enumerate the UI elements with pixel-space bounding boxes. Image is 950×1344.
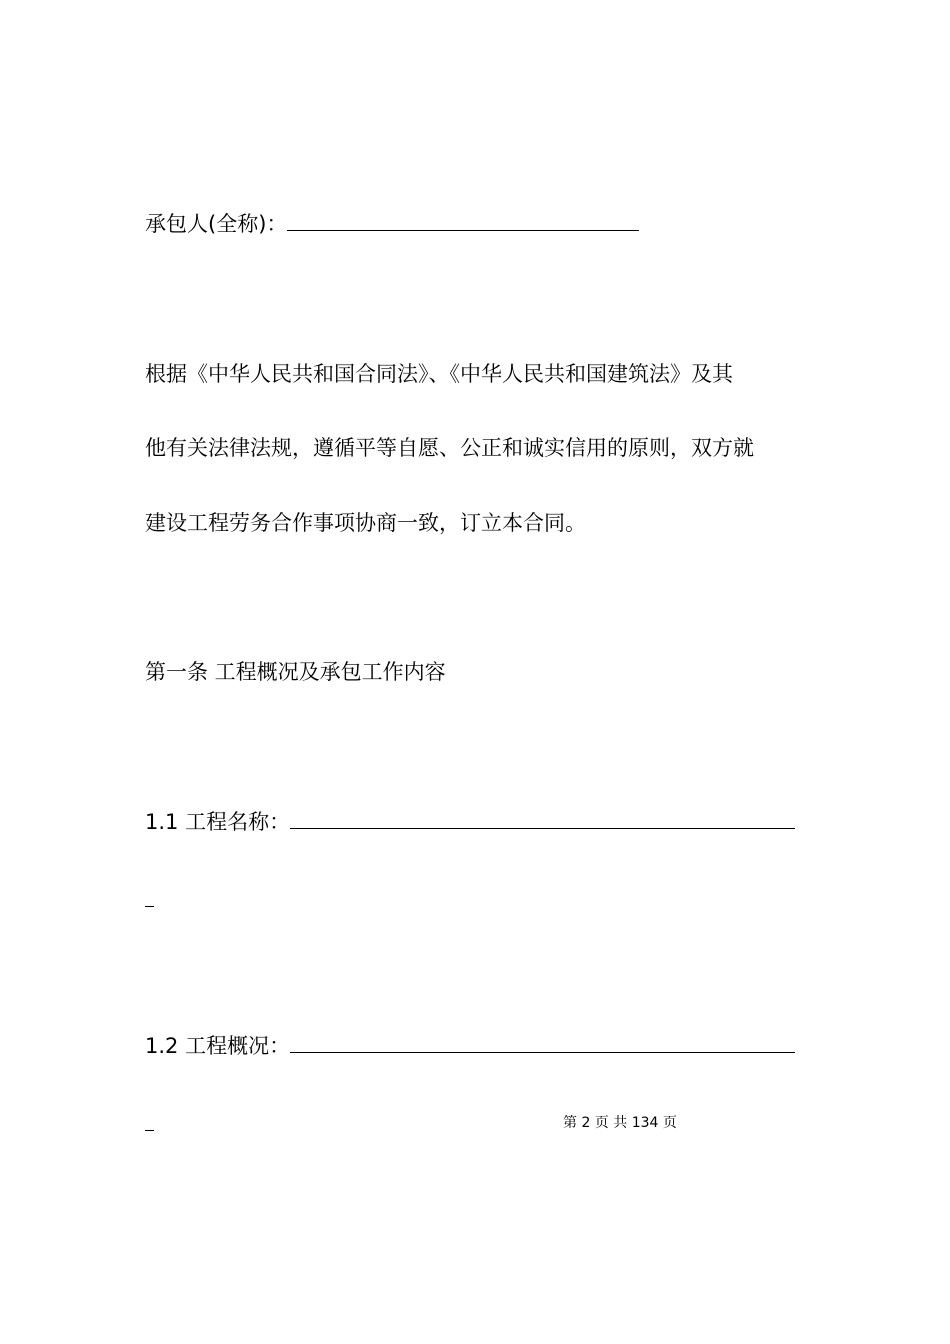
project-overview-blank-continuation <box>145 1130 154 1131</box>
page-number: 第 2 页 共 134 页 <box>563 1115 677 1131</box>
project-name-field <box>145 807 795 837</box>
project-name-blank[interactable] <box>290 808 795 829</box>
project-name-blank-continuation <box>145 906 154 907</box>
article-1-heading: 第一条 工程概况及承包工作内容 <box>145 660 446 684</box>
project-overview-blank[interactable] <box>290 1032 795 1053</box>
project-name-label: 1.1 工程名称： <box>145 810 291 834</box>
project-overview-field <box>145 1031 795 1061</box>
contractor-field <box>145 209 639 239</box>
preamble-line-3: 建设工程劳务合作事项协商一致，订立本合同。 <box>145 511 586 535</box>
contractor-label: 承包人(全称)： <box>145 212 288 236</box>
contractor-blank[interactable] <box>287 210 639 231</box>
preamble-line-2: 他有关法律法规，遵循平等自愿、公正和诚实信用的原则，双方就 <box>145 436 754 460</box>
preamble-line-1: 根据《中华人民共和国合同法》、《中华人民共和国建筑法》及其 <box>145 362 733 386</box>
project-overview-label: 1.2 工程概况： <box>145 1034 291 1058</box>
